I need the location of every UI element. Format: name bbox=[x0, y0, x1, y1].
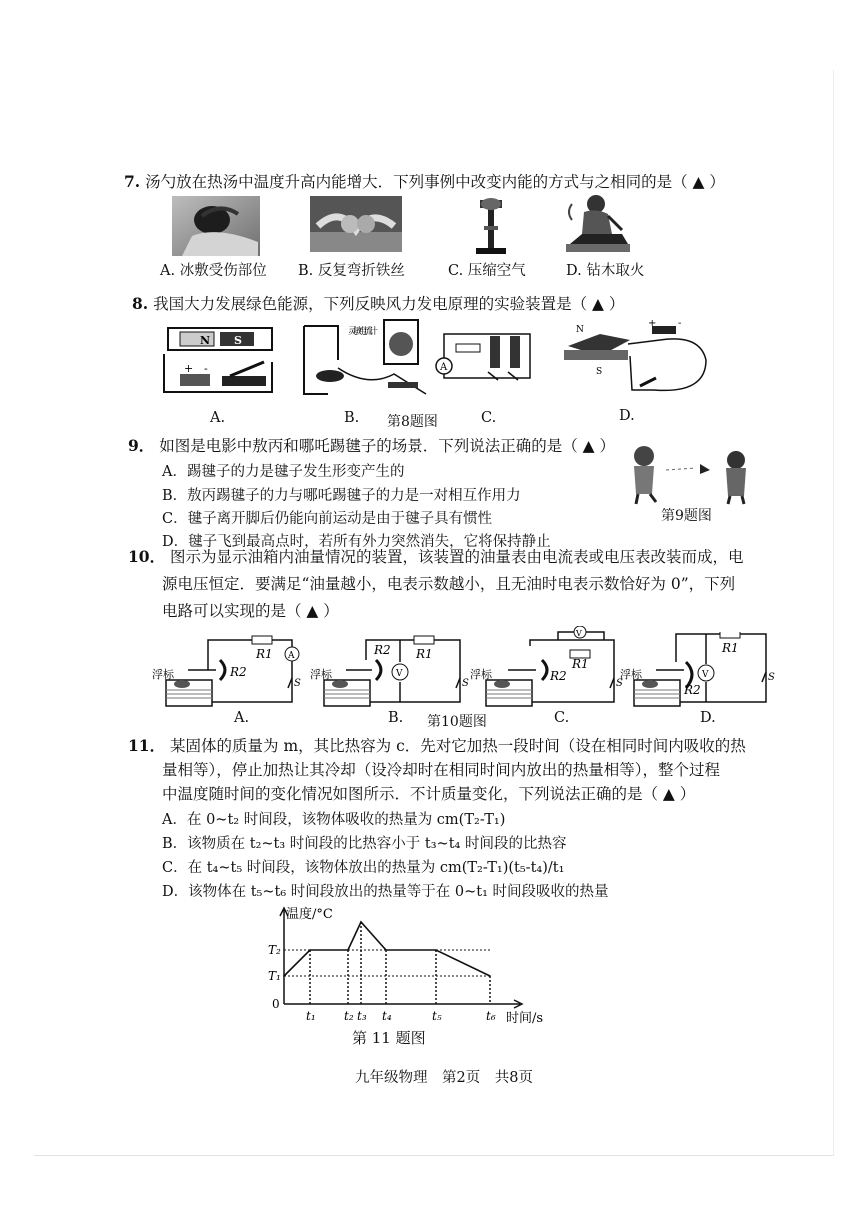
q10-label-a: A. bbox=[234, 710, 250, 726]
q7-image-d-drill-fire bbox=[562, 190, 634, 256]
q11-text-1: 某固体的质量为 m，其比热容为 c．先对它加热一段时间（设在相同时间内吸收的热 bbox=[170, 737, 746, 755]
q8-apparatus-a bbox=[160, 322, 280, 400]
q10-label-b: B. bbox=[388, 710, 404, 726]
q9-option-d: D．毽子飞到最高点时，若所有外力突然消失，它将保持静止 bbox=[162, 534, 551, 550]
q10c-voltmeter: V bbox=[576, 629, 582, 638]
q9-figure-shuttlecock bbox=[626, 440, 754, 506]
q8d-plus: + bbox=[648, 320, 657, 329]
q7-option-c: C. 压缩空气 bbox=[448, 263, 526, 279]
q8-caption: 第8题图 bbox=[387, 414, 438, 430]
origin-label: 0 bbox=[272, 997, 280, 1011]
q10c-r2: R2 bbox=[550, 669, 567, 683]
q8-label-c: C. bbox=[481, 410, 497, 426]
q11-stem-line-2: 量相等），停止加热让其冷却（设冷却时在相同时间内放出的热量相等），整个过程 bbox=[162, 761, 721, 779]
curve-point-1 bbox=[309, 949, 311, 951]
page-footer: 九年级物理 第2页 共8页 bbox=[355, 1070, 533, 1086]
x-tick-label-4: t₅ bbox=[432, 1009, 442, 1023]
q8-apparatus-c bbox=[432, 322, 536, 388]
q11-number: 11． bbox=[128, 736, 166, 755]
q8c-ammeter: A bbox=[440, 362, 448, 373]
q7-option-d: D. 钻木取火 bbox=[566, 263, 645, 279]
q8-text: 我国大力发展绿色能源，下列反映风力发电原理的实验装置是（ ▲ ） bbox=[153, 295, 625, 313]
q10-caption: 第10题图 bbox=[427, 714, 487, 730]
q10d-float: 浮标 bbox=[620, 668, 642, 681]
q10c-switch: S bbox=[616, 678, 623, 689]
q7-stem bbox=[124, 170, 725, 194]
q11-option-b: B．该物质在 t₂~t₃ 时间段的比热容小于 t₃~t₄ 时间段的比热容 bbox=[162, 836, 567, 852]
q8-label-b: B. bbox=[344, 410, 360, 426]
y-tick-label-1: T₂ bbox=[268, 943, 281, 957]
q11-stem-line-3: 中温度随时间的变化情况如图所示．不计质量变化，下列说法正确的是（ ▲ ） bbox=[162, 785, 696, 803]
q10c-r1: R1 bbox=[572, 657, 589, 671]
q10b-switch: S bbox=[462, 678, 469, 689]
q8a-plus: + bbox=[184, 362, 194, 375]
temperature-curve bbox=[284, 922, 490, 976]
q10-stem-line-1 bbox=[128, 545, 744, 569]
q8a-pole-s: S bbox=[234, 334, 242, 347]
q10-stem-line-2: 源电压恒定．要满足“油量越小，电表示数越小，且无油时电表示数恰好为 0”，下列 bbox=[162, 575, 736, 593]
q10d-switch: S bbox=[768, 672, 775, 683]
q10-circuit-a bbox=[152, 632, 312, 712]
x-tick-label-5: t₆ bbox=[486, 1009, 496, 1023]
q10-circuit-b bbox=[310, 632, 470, 712]
q10-circuit-d bbox=[620, 632, 780, 712]
q10-text-1: 图示为显示油箱内油量情况的装置，该装置的油量表由电流表或电压表改装而成，电 bbox=[170, 548, 744, 566]
q10b-r2: R2 bbox=[374, 643, 391, 657]
q11-option-a: A．在 0~t₂ 时间段，该物体吸收的热量为 cm(T₂-T₁) bbox=[162, 812, 506, 828]
curve-point-2 bbox=[347, 949, 349, 951]
q10-label-d: D. bbox=[700, 710, 716, 726]
x-tick-label-3: t₄ bbox=[382, 1009, 392, 1023]
q9-caption: 第9题图 bbox=[661, 508, 712, 524]
page-bottom-edge bbox=[34, 1155, 834, 1156]
y-axis-label: 温度/°C bbox=[286, 907, 333, 922]
x-tick-label-0: t₁ bbox=[306, 1009, 316, 1023]
q9-text: 如图是电影中敖丙和哪吒踢毽子的场景．下列说法正确的是（ ▲ ） bbox=[159, 437, 616, 455]
q10d-r2: R2 bbox=[684, 683, 701, 697]
curve-point-0 bbox=[283, 975, 285, 977]
x-tick-label-2: t₃ bbox=[357, 1009, 367, 1023]
q8-number: 8. bbox=[132, 294, 149, 313]
q10d-voltmeter: V bbox=[702, 670, 709, 680]
q8a-minus: - bbox=[204, 362, 208, 375]
q9-number: 9． bbox=[128, 436, 155, 455]
q10-circuit-c bbox=[468, 626, 628, 712]
q8-label-a: A. bbox=[210, 410, 226, 426]
x-tick-label-1: t₂ bbox=[344, 1009, 354, 1023]
q8b-galvanometer-label: 灵敏电流计 bbox=[348, 327, 378, 337]
q8d-pole-s: S bbox=[596, 367, 603, 377]
y-tick-label-0: T₁ bbox=[268, 969, 281, 983]
q8-apparatus-d bbox=[560, 320, 710, 400]
q10a-float: 浮标 bbox=[152, 668, 174, 681]
q11-option-d: D．该物体在 t₅~t₆ 时间段放出的热量等于在 0~t₁ 时间段吸收的热量 bbox=[162, 884, 609, 900]
q8-apparatus-b bbox=[298, 318, 432, 400]
q7-number: 7. bbox=[124, 172, 141, 191]
q10a-r1: R1 bbox=[256, 647, 273, 661]
q10a-r2: R2 bbox=[230, 665, 247, 679]
q8-stem bbox=[132, 292, 624, 316]
curve-point-5 bbox=[435, 949, 437, 951]
q8d-minus: - bbox=[678, 320, 682, 329]
q7-image-a-ice-pack bbox=[172, 196, 260, 256]
q9-option-c: C．毽子离开脚后仍能向前运动是由于毽子具有惯性 bbox=[162, 511, 493, 527]
q10-label-c: C. bbox=[554, 710, 570, 726]
q8a-pole-n: N bbox=[200, 334, 211, 347]
q8d-pole-n: N bbox=[576, 325, 584, 335]
q10a-switch: S bbox=[294, 678, 301, 689]
q11-temperature-chart bbox=[262, 904, 552, 1024]
q10c-float: 浮标 bbox=[470, 668, 492, 681]
q7-text: 汤勺放在热汤中温度升高内能增大．下列事例中改变内能的方式与之相同的是（ ▲ ） bbox=[145, 173, 725, 191]
q10b-r1: R1 bbox=[416, 647, 433, 661]
page-right-edge bbox=[833, 70, 834, 1156]
q10d-r1: R1 bbox=[722, 641, 739, 655]
q11-stem-line-1 bbox=[128, 734, 746, 758]
q10a-ammeter: A bbox=[288, 651, 295, 661]
q11-option-c: C．在 t₄~t₅ 时间段，该物体放出的热量为 cm(T₂-T₁)(t₅-t₄)/t₁ bbox=[162, 860, 565, 876]
q10b-float: 浮标 bbox=[310, 668, 332, 681]
q10b-voltmeter: V bbox=[396, 669, 403, 679]
q8-label-d: D. bbox=[619, 408, 635, 424]
q9-stem bbox=[128, 434, 615, 458]
q9-option-a: A．踢毽子的力是毽子发生形变产生的 bbox=[162, 464, 405, 480]
q7-option-b: B. 反复弯折铁丝 bbox=[298, 263, 405, 279]
q11-caption: 第 11 题图 bbox=[352, 1029, 426, 1047]
curve-point-6 bbox=[489, 975, 491, 977]
q7-option-a: A. 冰敷受伤部位 bbox=[160, 263, 267, 279]
q10-number: 10． bbox=[128, 547, 166, 566]
curve-point-4 bbox=[385, 949, 387, 951]
x-axis-label: 时间/s bbox=[506, 1011, 544, 1024]
curve-point-3 bbox=[360, 921, 362, 923]
q9-option-b: B．敖丙踢毽子的力与哪吒踢毽子的力是一对相互作用力 bbox=[162, 488, 521, 504]
q10-stem-line-3: 电路可以实现的是（ ▲ ） bbox=[162, 602, 339, 620]
q7-image-c-air-compression bbox=[470, 196, 514, 256]
q7-image-b-bend-wire bbox=[310, 196, 402, 252]
